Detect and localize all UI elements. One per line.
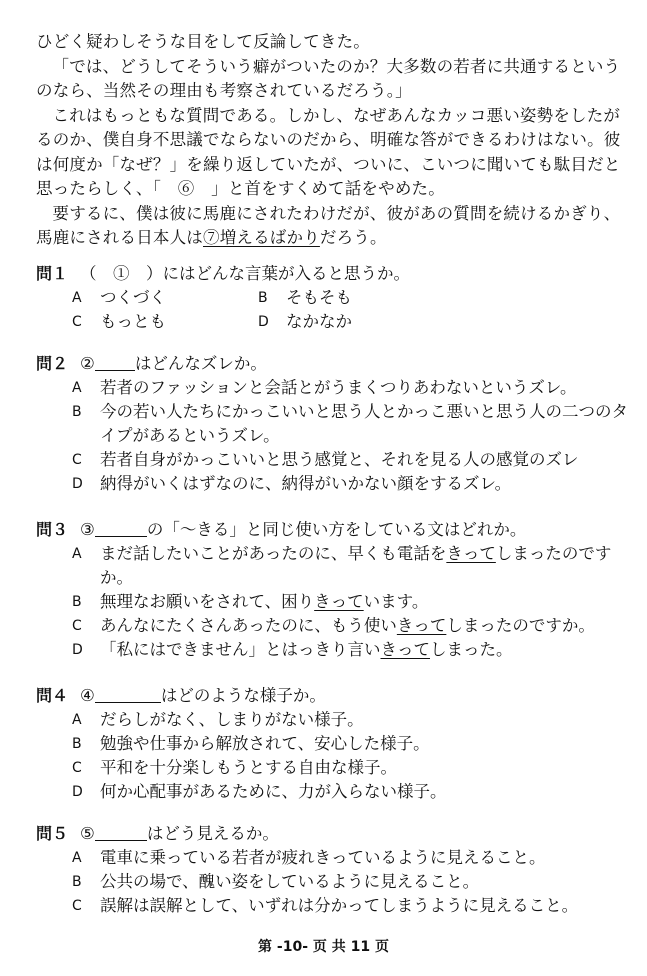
underlined-word: きって xyxy=(396,616,447,635)
passage xyxy=(36,30,636,251)
passage-line-1: ひどく疑わしそうな目をして反論してきた。 xyxy=(36,32,370,51)
blank-marker: ④ xyxy=(80,686,95,705)
option-a[interactable]: A まだ話したいことがあったのに、早くも電話をきってしまったのですか。 xyxy=(72,544,612,587)
passage-text: これはもっともな質問である。しかし、なぜあんなカッコ悪い姿勢をしたがるのか、僕自身不思議でならないのだから、明確な答ができるわけはない。彼は何度か「なぜ？」を繰り返していたが、ついに、こいつに聞いても駄目だと思ったらしく、「 xyxy=(36,105,621,198)
option-a[interactable]: A 若者のファッションと会話とがうまくつりあわないというズレ。 xyxy=(72,378,577,397)
blank-marker: ⑤ xyxy=(80,824,95,843)
option-a[interactable]: A 電車に乗っている若者が疲れきっているように見えること。 xyxy=(72,848,546,867)
page-total: 11 xyxy=(350,939,371,955)
question-5 xyxy=(36,822,640,918)
blank-marker: ① xyxy=(113,264,130,283)
question-3 xyxy=(36,518,640,662)
question-5-prompt xyxy=(36,822,640,846)
option-d[interactable]: D 何か心配事があるために、力が入らない様子。 xyxy=(72,782,447,801)
question-number: 問２ xyxy=(36,354,69,373)
question-number: 問１ xyxy=(36,264,69,283)
prompt-text: の「〜きる」と同じ使い方をしている文はどれか。 xyxy=(146,520,527,539)
underlined-word: きって xyxy=(446,544,496,563)
prompt-text: はどんなズレか。 xyxy=(134,354,267,373)
option-c[interactable]: C 平和を十分楽しもうとする自由な様子。 xyxy=(72,758,397,777)
option-b[interactable]: B そもそも xyxy=(258,288,352,307)
question-1-prompt xyxy=(36,262,640,286)
question-4-prompt xyxy=(36,684,640,708)
option-a[interactable]: A つくづく xyxy=(72,288,166,307)
option-grid xyxy=(72,286,640,334)
option-c[interactable]: C 若者自身がかっこいいと思う感覚と、それを見る人の感覚のズレ xyxy=(72,450,579,469)
option-c[interactable]: C 誤解は誤解として、いずれは分かってしまうように見えること。 xyxy=(72,896,579,915)
question-number: 問４ xyxy=(36,686,69,705)
underlined-word: きって xyxy=(380,640,430,659)
page-number: 10 xyxy=(282,939,303,955)
blank-6-marker: ⑥ xyxy=(177,179,195,198)
prompt-text: （ xyxy=(80,264,114,283)
option-b[interactable]: B 無理なお願いをされて、困りきっています。 xyxy=(72,592,429,611)
underlined-phrase-7: ⑦増えるばかり xyxy=(203,228,320,247)
option-d[interactable]: D なかなか xyxy=(258,312,352,331)
question-number: 問５ xyxy=(36,824,69,843)
blank-marker: ② xyxy=(80,354,95,373)
answer-blank xyxy=(95,686,161,704)
prompt-text: ）にはどんな言葉が入ると思うか。 xyxy=(129,264,411,283)
question-4 xyxy=(36,684,640,804)
question-1 xyxy=(36,262,640,334)
option-a[interactable]: A だらしがなく、しまりがない様子。 xyxy=(72,710,364,729)
passage-text: だろう。 xyxy=(319,228,387,247)
passage-text: 要するに、僕は彼に馬鹿にされたわけだが、彼があの質問を続けるかぎり、馬鹿にされる日本人は xyxy=(36,203,621,247)
prompt-text: はどう見えるか。 xyxy=(146,824,279,843)
passage-quote: 「では、どうしてそういう癖がついたのか？大多数の若者に共通するというのなら、当然その理由も考察されているだろう。」 xyxy=(36,56,621,100)
question-3-prompt xyxy=(36,518,640,542)
option-d[interactable]: D 「私にはできません」とはっきり言いきってしまった。 xyxy=(72,640,513,659)
answer-blank xyxy=(95,354,135,372)
passage-paragraph-4 xyxy=(36,202,636,251)
option-d[interactable]: D 納得がいくはずなのに、納得がいかない顔をするズレ。 xyxy=(72,474,512,493)
option-b[interactable]: B 公共の場で、醜い姿をしているように見えること。 xyxy=(72,872,480,891)
underlined-word: きって xyxy=(314,592,364,611)
option-b[interactable]: B 今の若い人たちにかっこいいと思う人とかっこ悪いと思う人の二つのタイプがあるというズレ。 xyxy=(72,402,628,445)
option-c[interactable]: C もっとも xyxy=(72,312,166,331)
blank-marker: ③ xyxy=(80,520,95,539)
answer-blank xyxy=(95,520,147,538)
question-2 xyxy=(36,352,640,496)
option-c[interactable]: C あんなにたくさんあったのに、もう使いきってしまったのですか。 xyxy=(72,616,595,635)
page-footer: 第 -10- 页 共 11 页 xyxy=(258,939,389,955)
option-b[interactable]: B 勉強や仕事から解放されて、安心した様子。 xyxy=(72,734,430,753)
answer-blank xyxy=(95,824,147,842)
prompt-text: はどのような様子か。 xyxy=(160,686,326,705)
passage-text: 」と首をすくめて話をやめた。 xyxy=(194,179,445,198)
passage-paragraph-3 xyxy=(36,104,636,202)
question-2-prompt xyxy=(36,352,640,376)
question-number: 問３ xyxy=(36,520,69,539)
